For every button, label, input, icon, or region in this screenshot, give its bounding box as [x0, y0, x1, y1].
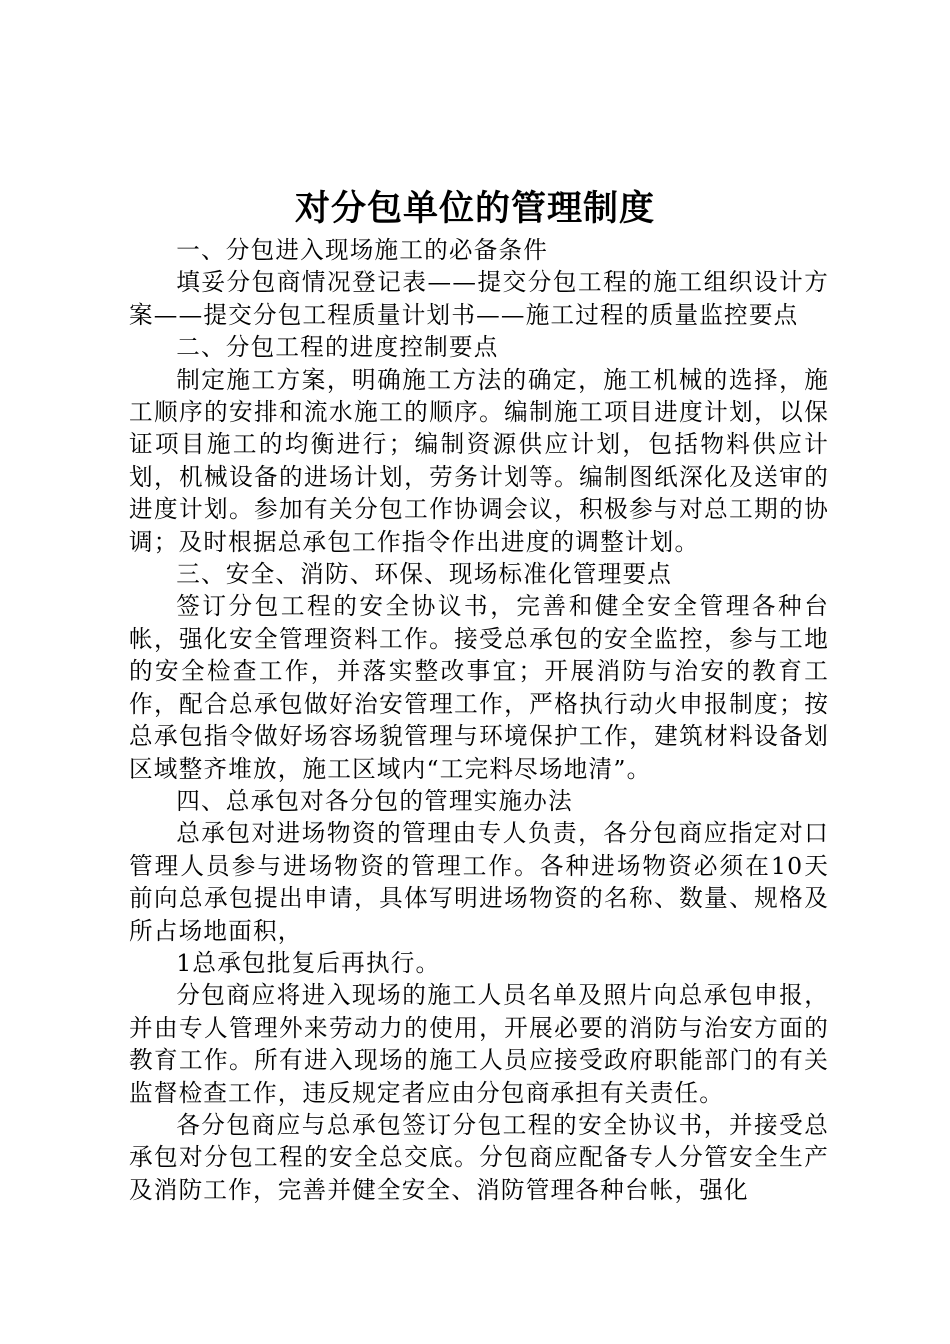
section-heading-4: 四、总承包对各分包的管理实施办法: [176, 786, 573, 815]
paragraph: 签订分包工程的安全协议书，完善和健全安全管理各种台帐，强化安全管理资料工作。接受总承包的安全监控，参与工地的安全检查工作，并落实整改事宜；开展消防与治安的教育工作，配合总承包做好治安管理工作，严格执行动火申报制度；按总承包指令做好场容场貌管理与环境保护工作，建筑材料设备划区域整齐堆放，施工区域内“工完料尽场地清”。: [129, 592, 829, 783]
section-heading-3: 三、安全、消防、环保、现场标准化管理要点: [176, 560, 673, 589]
paragraph: 1总承包批复后再执行。: [176, 948, 441, 977]
paragraph: 分包商应将进入现场的施工人员名单及照片向总承包申报，并由专人管理外来劳动力的使用，开展必要的消防与治安方面的教育工作。所有进入现场的施工人员应接受政府职能部门的有关监督检查工作，违反规定者应由分包商承担有关责任。: [129, 981, 829, 1107]
document-title: 对分包单位的管理制度: [294, 189, 655, 229]
section-heading-1: 一、分包进入现场施工的必备条件: [176, 236, 549, 264]
section-heading-2: 二、分包工程的进度控制要点: [176, 333, 499, 362]
paragraph: 总承包对进场物资的管理由专人负责，各分包商应指定对口管理人员参与进场物资的管理工作。各种进场物资必须在10天前向总承包提出申请，具体写明进场物资的名称、数量、规格及所占场地面积，: [129, 819, 829, 945]
paragraph: 制定施工方案，明确施工方法的确定，施工机械的选择，施工顺序的安排和流水施工的顺序。编制施工项目进度计划，以保证项目施工的均衡进行；编制资源供应计划，包括物料供应计划，机械设备的进场计划，劳务计划等。编制图纸深化及送审的进度计划。参加有关分包工作协调会议，积极参与对总工期的协调；及时根据总承包工作指令作出进度的调整计划。: [129, 365, 829, 556]
paragraph: 各分包商应与总承包签订分包工程的安全协议书，并接受总承包对分包工程的安全总交底。分包商应配备专人分管安全生产及消防工作，完善并健全安全、消防管理各种台帐，强化: [129, 1110, 829, 1204]
paragraph: 填妥分包商情况登记表——提交分包工程的施工组织设计方案——提交分包工程质量计划书——施工过程的质量监控要点: [129, 268, 829, 329]
document-body: [129, 234, 829, 1206]
